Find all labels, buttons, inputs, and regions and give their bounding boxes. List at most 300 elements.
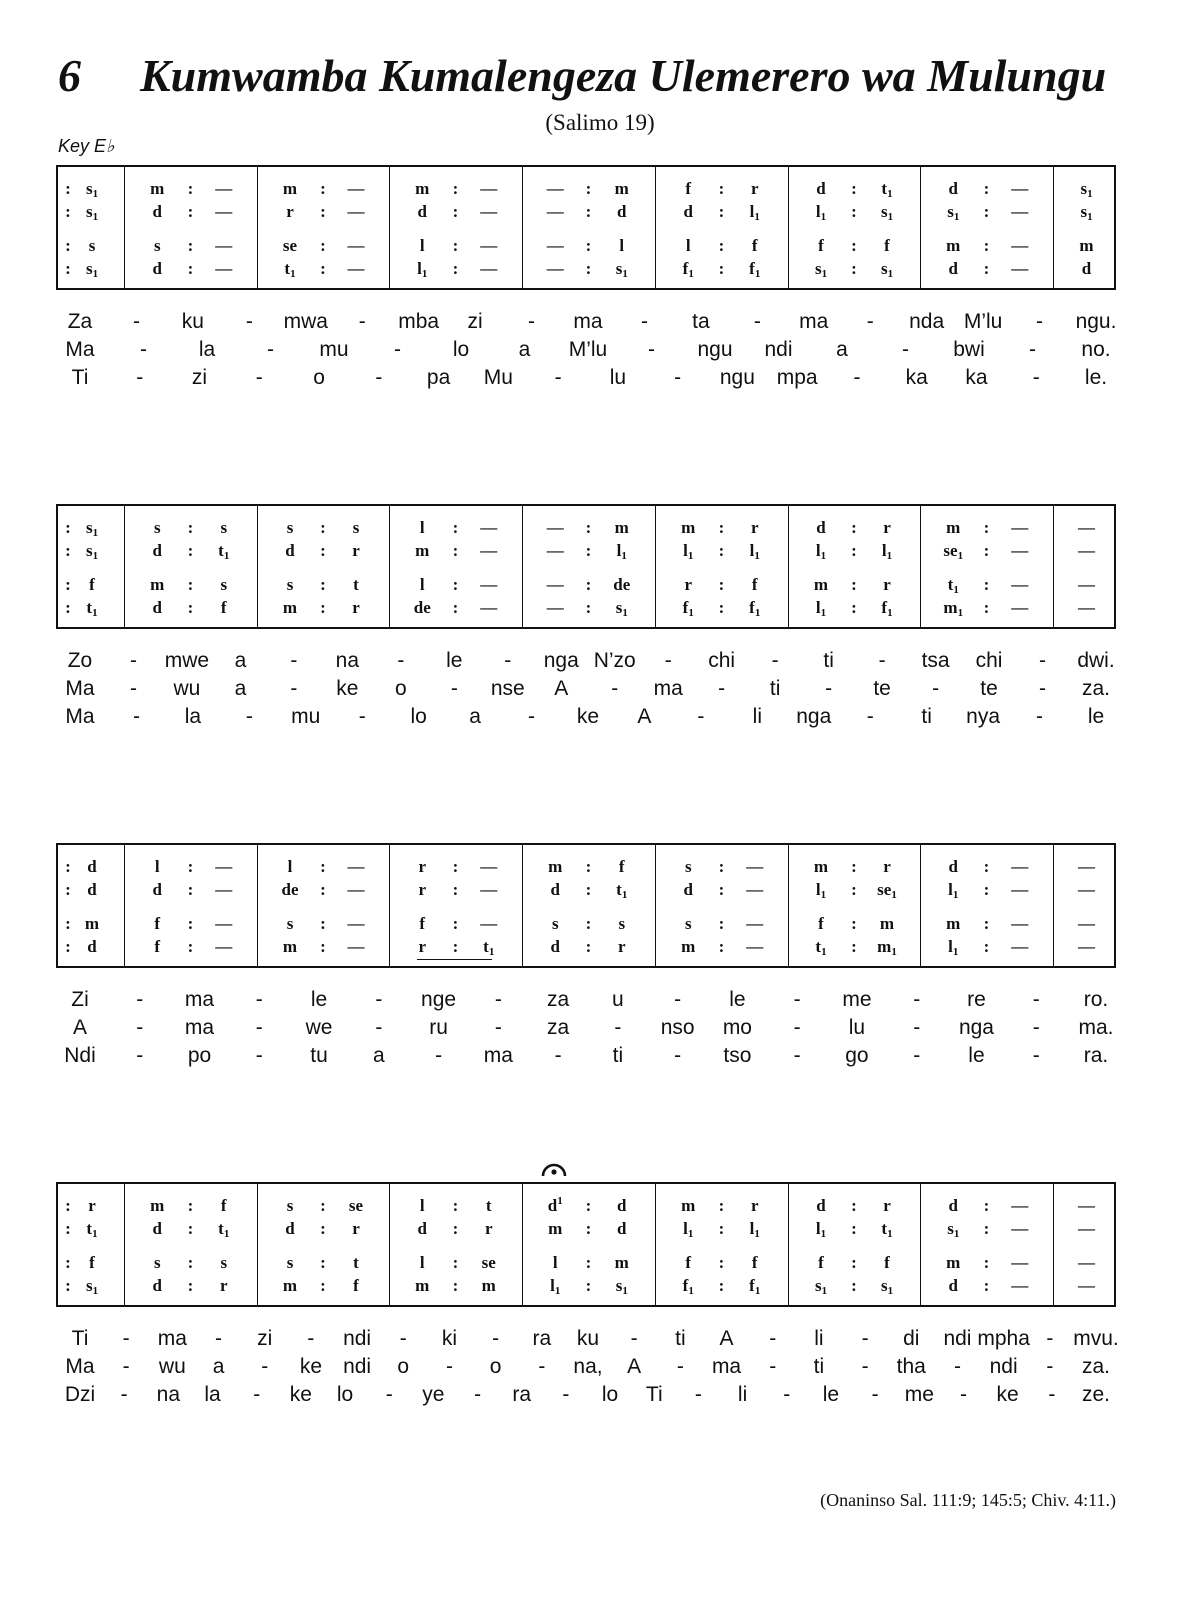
lyric-syllable: le [310,988,328,1011]
solfa-note: m [282,937,298,956]
solfa-note: $f_1$ [682,1276,694,1297]
solfa-note: f [419,914,426,933]
solfa-note: d [285,541,295,560]
beat-colon: : [851,1219,857,1238]
lyric-syllable: A [554,677,569,700]
solfa-note: — [347,179,365,198]
beat-colon: : [983,1253,990,1272]
syllable-hyphen: - [245,310,253,333]
solfa-note: $t_1$ [616,880,628,901]
solfa-note: f [818,1253,824,1272]
solfa-note: — [480,236,498,255]
beat-colon: : [718,541,725,560]
solfa-note: $t_1$ [86,1219,98,1240]
lyric-syllable: no. [1081,338,1111,361]
lyric-syllable: Ma [65,677,95,700]
solfa-note: m [282,1276,298,1295]
solfa-note: — [347,857,365,876]
solfa-note: r [352,1219,360,1238]
solfa-note: $s_1$ [615,259,628,280]
lyric-syllable: za. [1081,677,1110,700]
beat-colon: : [718,575,725,594]
lyric-syllable: mwa [283,310,328,333]
lyric-syllable: N’zo [593,649,636,672]
beat-colon: : [585,575,592,594]
beat-colon: : [187,236,194,255]
lyric-syllable: ke [996,1383,1019,1406]
tonic-solfa-staff [56,1182,1116,1307]
syllable-hyphen: - [1046,1327,1054,1350]
solfa-note: de [281,880,299,899]
solfa-note: f [89,575,95,594]
lyric-syllable: ye [422,1383,445,1406]
solfa-note: $s_1$ [85,259,99,280]
lyric-syllable: Ndi [64,1044,96,1067]
solfa-note: — [347,259,365,278]
lyric-syllable: A [72,1016,87,1039]
lyric-syllable: ndi [989,1355,1018,1378]
lyric-syllable: ti [769,677,781,700]
solfa-note: l [419,236,425,255]
solfa-note: d [816,518,826,537]
beat-colon: : [983,914,990,933]
lyric-syllable: chi [708,649,736,672]
solfa-note: $s_1$ [880,202,894,223]
solfa-note: $t_1$ [881,179,893,200]
solfa-note: l [154,857,160,876]
beat-colon: : [187,857,194,876]
solfa-note: $l_1$ [749,541,760,562]
solfa-note: — [1078,857,1095,876]
solfa-note: r [750,1196,759,1215]
solfa-note: $f_1$ [682,598,694,619]
lyric-syllable: ma [653,677,683,700]
solfa-note: — [215,914,233,933]
beat-colon: : [452,1276,459,1295]
solfa-note: m [681,937,696,956]
lyric-syllable: o [394,677,407,700]
lyric-syllable: wu [158,1355,186,1378]
solfa-note: d [152,598,162,617]
lyric-syllable: M’lu [963,310,1003,333]
lyric-syllable: ku [576,1327,600,1350]
solfa-note: $t_1$ [881,1219,893,1240]
beat-colon: : [718,1219,725,1238]
beat-colon: : [851,1253,857,1272]
syllable-hyphen: - [902,338,909,361]
solfa-note: f [751,575,758,594]
solfa-note: — [215,202,233,221]
beat-colon: : [320,236,326,255]
beat-colon: : [320,541,326,560]
solfa-note: $l_1$ [550,1276,561,1297]
solfa-note: d [948,179,958,198]
beat-colon: : [585,598,592,617]
lyric-syllable: mu [291,705,321,728]
syllable-hyphen: - [959,1383,967,1406]
lyric-syllable: ma [184,1016,215,1039]
solfa-note: l [552,1253,558,1272]
beat-colon: : [65,259,71,278]
syllable-hyphen: - [871,1383,879,1406]
lyric-syllable: Mu [483,366,513,389]
lyric-syllable: za. [1081,1355,1110,1378]
solfa-note: — [215,236,233,255]
solfa-note: d [152,1219,162,1238]
lyric-syllable: le [1087,705,1105,728]
syllable-hyphen: - [129,649,137,672]
lyric-syllable: ma [184,988,215,1011]
beat-colon: : [851,598,857,617]
syllable-hyphen: - [648,338,655,361]
solfa-note: m [150,179,165,198]
solfa-note: $l_1$ [616,541,627,562]
lyric-syllable: ke [289,1383,312,1406]
syllable-hyphen: - [1032,1016,1040,1039]
lyric-syllable: re [967,988,986,1011]
beat-colon: : [585,1196,592,1215]
solfa-note: l [419,1196,425,1215]
solfa-note: — [1078,1253,1095,1272]
beat-colon: : [851,880,857,899]
solfa-note: s [220,518,228,537]
lyrics-block [56,647,1116,737]
solfa-note: — [1011,914,1029,933]
beat-colon: : [187,202,194,221]
lyric-syllable: nso [660,1016,695,1039]
lyrics-block [56,986,1116,1076]
lyric-syllable: a [372,1044,385,1067]
syllable-hyphen: - [492,1327,500,1350]
beat-colon: : [452,179,459,198]
solfa-note: d [87,880,97,899]
syllable-hyphen: - [676,1355,684,1378]
lyric-syllable: me [904,1383,934,1406]
beat-colon: : [718,857,725,876]
syllable-hyphen: - [769,1355,777,1378]
beat-colon: : [585,179,592,198]
lyric-syllable: nya [966,705,1001,728]
solfa-note: m [1079,236,1094,255]
beat-colon: : [718,179,725,198]
beat-colon: : [187,179,194,198]
syllable-hyphen: - [290,649,298,672]
beat-colon: : [851,518,857,537]
syllable-hyphen: - [290,677,298,700]
lyric-syllable: dwi. [1077,649,1115,672]
beat-colon: : [585,857,592,876]
lyric-syllable: la [184,705,202,728]
syllable-hyphen: - [215,1327,223,1350]
lyric-syllable: li [737,1383,748,1406]
solfa-note: r [352,541,360,560]
syllable-hyphen: - [253,1383,261,1406]
beat-colon: : [718,202,725,221]
beat-colon: : [851,857,857,876]
solfa-note: d [1081,259,1092,278]
solfa-note: f [685,1253,692,1272]
lyric-syllable: ku [181,310,204,333]
beat-colon: : [65,937,71,956]
solfa-note: r [484,1219,493,1238]
solfa-note: — [746,914,764,933]
solfa-note: m [150,1196,165,1215]
lyric-syllable: ti [921,705,932,728]
beat-colon: : [718,880,725,899]
lyric-syllable: M’lu [568,338,608,361]
solfa-note: r [883,857,891,876]
solfa-note: d [152,880,162,899]
solfa-note: s [551,914,559,933]
beat-colon: : [65,179,71,198]
beat-colon: : [452,937,459,956]
solfa-note: $t_1$ [86,598,98,619]
solfa-note: — [546,541,564,560]
tonic-solfa-staff [56,165,1116,290]
solfa-note: — [480,914,498,933]
solfa-note: — [1011,236,1029,255]
beat-colon: : [452,236,459,255]
solfa-note: $l_1$ [815,1219,827,1240]
lyric-syllable: Ma [65,705,95,728]
beat-colon: : [65,236,71,255]
lyric-syllable: ndi [943,1327,972,1350]
lyric-syllable: ke [336,677,359,700]
lyric-syllable: nse [490,677,525,700]
lyric-syllable: po [187,1044,212,1067]
solfa-note: d [948,259,958,278]
beat-colon: : [320,1253,326,1272]
syllable-hyphen: - [1036,705,1044,728]
beat-colon: : [65,202,71,221]
lyric-syllable: ti [823,649,834,672]
solfa-note: m [946,518,961,537]
solfa-note: — [1011,179,1029,198]
syllable-hyphen: - [140,338,147,361]
solfa-note: — [546,236,564,255]
syllable-hyphen: - [1046,1355,1054,1378]
solfa-note: m [282,179,298,198]
syllable-hyphen: - [674,1044,682,1067]
syllable-hyphen: - [132,310,140,333]
solfa-note: m [614,179,629,198]
beat-colon: : [851,1276,857,1295]
beat-colon: : [585,937,592,956]
beat-colon: : [320,1196,326,1215]
beat-colon: : [320,880,326,899]
solfa-note: $s_1$ [880,259,894,280]
syllable-hyphen: - [385,1383,393,1406]
music-system [56,165,1116,398]
solfa-note: $l_1$ [948,937,959,958]
syllable-hyphen: - [255,988,263,1011]
beat-colon: : [585,1276,592,1295]
beat-colon: : [983,518,990,537]
solfa-note: m [415,1276,430,1295]
beat-colon: : [983,541,990,560]
beat-colon: : [320,1276,326,1295]
lyric-syllable: mvu. [1073,1327,1119,1350]
solfa-note: m [946,914,961,933]
solfa-note: r [418,857,427,876]
solfa-note: — [1011,1276,1029,1295]
solfa-note: $l_1$ [417,259,428,280]
lyric-syllable: ru [429,1016,448,1039]
lyric-syllable: lo [410,705,427,728]
solfa-note: f [685,179,692,198]
solfa-note: — [347,880,365,899]
syllable-hyphen: - [1032,1044,1040,1067]
beat-colon: : [320,575,326,594]
syllable-hyphen: - [674,988,682,1011]
solfa-note: $t_1$ [483,937,495,958]
syllable-hyphen: - [562,1383,570,1406]
beat-colon: : [65,518,71,537]
beat-colon: : [187,598,194,617]
beat-colon: : [851,236,857,255]
solfa-note: s [88,236,96,255]
tonic-solfa-staff [56,504,1116,629]
syllable-hyphen: - [394,338,401,361]
lyric-syllable: ki [441,1327,458,1350]
lyric-syllable: Ti [71,366,89,389]
beat-colon: : [187,914,194,933]
syllable-hyphen: - [630,1327,638,1350]
lyric-syllable: we [305,1016,333,1039]
syllable-hyphen: - [1048,1383,1056,1406]
syllable-hyphen: - [771,649,779,672]
beat-colon: : [65,575,71,594]
lyric-syllable: ra [512,1383,532,1406]
solfa-note: $l_1$ [683,541,694,562]
solfa-note: se [282,236,298,255]
lyric-syllable: zi [191,366,208,389]
solfa-note: $l_1$ [948,880,959,901]
syllable-hyphen: - [399,1327,407,1350]
beat-colon: : [851,914,857,933]
lyric-syllable: ra. [1083,1044,1109,1067]
lyric-syllable: za [547,1016,570,1039]
solfa-note: — [1078,914,1095,933]
solfa-note: l [419,575,425,594]
lyric-syllable: mpa [776,366,818,389]
lyric-syllable: nga [796,705,832,728]
lyric-syllable: li [814,1327,824,1350]
lyric-syllable: lo [452,338,470,361]
lyric-syllable: ma [711,1355,742,1378]
solfa-note: — [347,202,365,221]
music-system [56,843,1116,1076]
lyric-syllable: a [836,338,848,361]
beat-colon: : [585,518,592,537]
lyric-syllable: o [397,1355,410,1378]
solfa-note: $s_1$ [85,1276,99,1297]
solfa-note: $d^1$ [547,1195,563,1215]
solfa-note: $m_1$ [877,937,897,958]
lyric-syllable: u [612,988,624,1011]
lyrics-block [56,1325,1119,1415]
solfa-note: — [1011,1219,1029,1238]
solfa-note: — [1011,518,1029,537]
solfa-note: $l_1$ [815,541,827,562]
syllable-hyphen: - [255,1044,263,1067]
beat-colon: : [65,1196,71,1215]
lyric-syllable: na [156,1383,181,1406]
beat-colon: : [983,236,990,255]
solfa-note: $s_1$ [814,1276,828,1297]
solfa-note: m [681,1196,696,1215]
solfa-note: d [285,1219,295,1238]
lyric-syllable: nda [909,310,945,333]
beat-colon: : [452,857,459,876]
beat-colon: : [65,541,71,560]
solfa-note: s [286,518,294,537]
lyric-syllable: mu [319,338,349,361]
lyric-syllable: zi [467,310,483,333]
solfa-note: $l_1$ [683,1219,694,1240]
solfa-note: — [480,857,498,876]
syllable-hyphen: - [861,1355,869,1378]
solfa-note: s [618,914,626,933]
syllable-hyphen: - [122,1355,130,1378]
syllable-hyphen: - [866,705,874,728]
solfa-note: — [347,236,365,255]
solfa-note: se [481,1253,496,1272]
lyric-syllable: lu [848,1016,866,1039]
lyric-syllable: tso [723,1044,752,1067]
music-system [56,504,1116,737]
solfa-note: — [546,179,564,198]
beat-colon: : [187,937,194,956]
lyric-syllable: bwi [953,338,985,361]
lyric-syllable: ngu. [1075,310,1117,333]
solfa-note: f [154,937,161,956]
syllable-hyphen: - [783,1383,791,1406]
lyric-syllable: zi [257,1327,273,1350]
lyric-syllable: ma. [1078,1016,1114,1039]
lyric-syllable: a [234,677,247,700]
syllable-hyphen: - [397,649,405,672]
solfa-note: t [485,1196,492,1215]
solfa-note: m [481,1276,496,1295]
solfa-note: m [150,575,165,594]
beat-colon: : [65,1276,71,1295]
lyric-syllable: Ti [645,1383,663,1406]
solfa-note: — [480,202,498,221]
syllable-hyphen: - [445,1355,453,1378]
beat-colon: : [65,880,71,899]
syllable-hyphen: - [358,705,366,728]
lyric-syllable: me [842,988,872,1011]
solfa-note: m [548,857,563,876]
lyric-syllable: mpha [977,1327,1030,1350]
solfa-note: — [1078,541,1095,560]
lyric-syllable: tu [310,1044,328,1067]
syllable-hyphen: - [793,1044,801,1067]
solfa-note: d [816,1196,826,1215]
syllable-hyphen: - [136,988,144,1011]
beat-colon: : [65,1219,71,1238]
solfa-note: $f_1$ [682,259,694,280]
lyric-syllable: ma [573,310,603,333]
syllable-hyphen: - [674,366,682,389]
solfa-note: m [681,518,696,537]
music-system [56,1182,1119,1415]
solfa-note: d [948,857,958,876]
solfa-note: — [480,179,498,198]
solfa-note: t [353,1253,359,1272]
beat-colon: : [718,236,725,255]
